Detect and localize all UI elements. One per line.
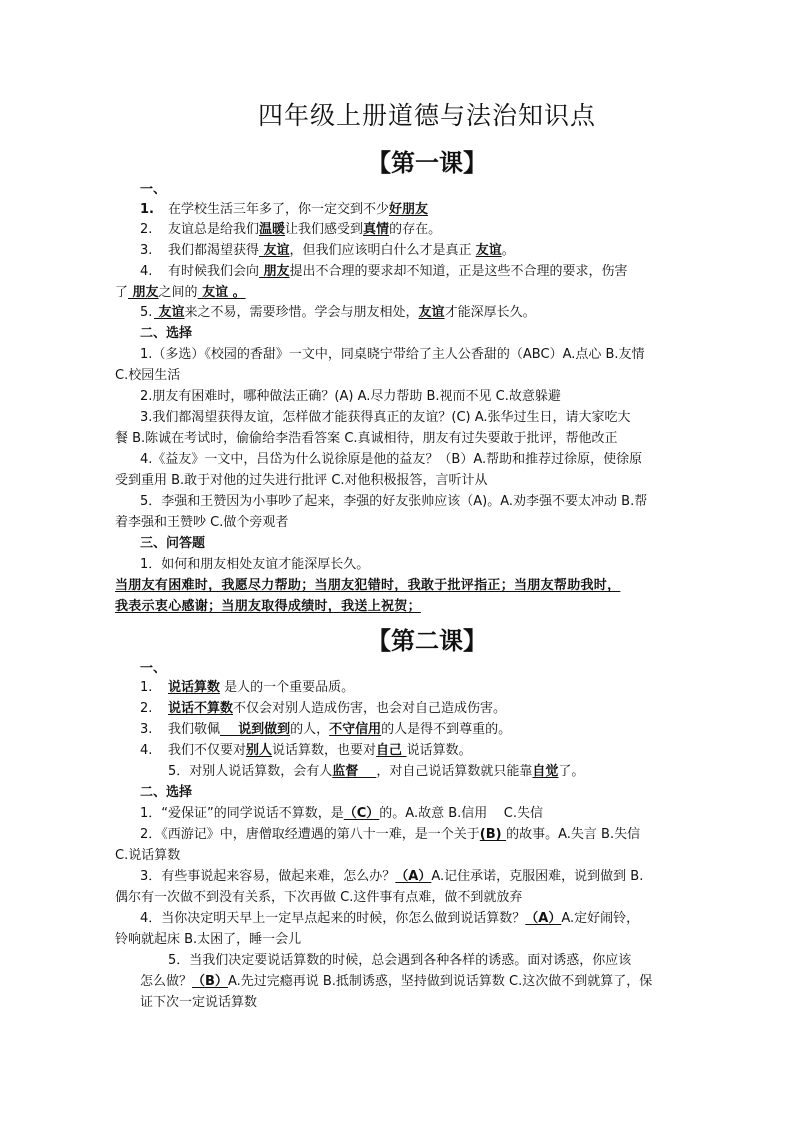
lesson-2-item-5: 5．对别人说话算数，会有人监督 ，对自己说话算数就只能靠自觉了。 (168, 764, 585, 779)
lesson-1-item-4: 4. 有时候我们会向 朋友提出不合理的要求却不知道，正是这些不合理的要求，伤害 (140, 264, 628, 279)
lesson-1-choice-5-continued: 着李强和王赞吵 C.做个旁观者 (115, 515, 289, 530)
lesson-1-item-1: 1. 在学校生活三年多了，你一定交到不少好朋友 (140, 202, 429, 217)
lesson-2-choice-2: 2．《西游记》中，唐僧取经遭遇的第八十一难，是一个关于(B) 的故事。A.失言 B.失信 (140, 827, 641, 842)
lesson-2-section-2-label: 二、选择 (140, 785, 193, 800)
lesson-2-choice-5: 5．当我们决定要说话算数的时候，总会遇到各种各样的诱惑。面对诱惑，你应该 (168, 953, 632, 968)
lesson-2-choice-1: 1．“爱保证”的同学说话不算数，是（C）的。A.故意 B.信用 C.失信 (140, 806, 544, 821)
lesson-1-answer-line-2: 我表示衷心感谢；当朋友取得成绩时，我送上祝贺； (115, 599, 421, 614)
lesson-1-item-4-continued: 了 朋友之间的 友谊 。 (115, 285, 246, 300)
lesson-1-item-2: 2. 友谊总是给我们温暖让我们感受到真情的存在。 (140, 222, 442, 237)
lesson-2-choice-4-continued: 铃响就起床 B.太困了，睡一会儿 (115, 932, 302, 947)
lesson-2-item-3: 3. 我们敬佩 说到做到的人，不守信用的人是得不到尊重的。 (140, 722, 512, 737)
lesson-2-item-2: 2. 说话不算数不仅会对别人造成伤害，也会对自己造成伤害。 (140, 701, 507, 716)
lesson-1-choice-3-continued: 餐 B.陈诚在考试时，偷偷给李浩看答案 C.真诚相待，朋友有过失要敢于批评，帮他改正 (115, 431, 618, 446)
lesson-1-choice-1: 1.（多选）《校园的香甜》一文中，同桌晓宁带给了主人公香甜的（ABC）A.点心 B.友情 (140, 347, 645, 362)
lesson-2-section-1-label: 一、 (140, 661, 167, 676)
lesson-1-heading: 【第一课】 (367, 148, 487, 177)
lesson-2-choice-2-continued: C.说话算数 (115, 848, 181, 863)
lesson-2-heading: 【第二课】 (367, 626, 487, 655)
lesson-1-choice-5: 5．李强和王赞因为小事吵了起来，李强的好友张帅应该（A)。A.劝李强不要太冲动 B.帮 (140, 494, 648, 509)
lesson-1-section-1-label: 一、 (140, 182, 167, 197)
lesson-2-choice-5-end: 证下次一定说话算数 (140, 995, 258, 1010)
lesson-1-item-3: 3. 我们都渴望获得 友谊，但我们应该明白什么才是真正 友谊。 (140, 243, 515, 258)
lesson-1-choice-1-continued: C.校园生活 (115, 368, 181, 383)
lesson-1-section-2-label: 二、选择 (140, 326, 193, 341)
lesson-1-answer-line-1: 当朋友有困难时，我愿尽力帮助；当朋友犯错时，我敢于批评指正；当朋友帮助我时， (115, 578, 621, 593)
lesson-1-choice-4-continued: 受到重用 B.敢于对他的过失进行批评 C.对他积极报答，言听计从 (115, 473, 488, 488)
lesson-2-item-1: 1. 说话算数 是人的一个重要品质。 (140, 680, 355, 695)
lesson-1-choice-2: 2.朋友有困难时，哪种做法正确？(A) A.尽力帮助 B.视而不见 C.故意躲避 (140, 389, 561, 404)
lesson-1-section-3-label: 三、问答题 (140, 536, 206, 551)
lesson-2-choice-3: 3．有些事说起来容易，做起来难，怎么办？（A）A.记住承诺，克服困难，说到做到 B. (140, 869, 644, 884)
lesson-1-choice-4: 4.《益友》一文中，吕岱为什么说徐原是他的益友？（B）A.帮助和推荐过徐原，使徐原 (140, 452, 643, 467)
lesson-1-question: 1．如何和朋友相处友谊才能深厚长久。 (140, 557, 370, 572)
lesson-1-item-5: 5. 友谊来之不易，需要珍惜。学会与朋友相处，友谊才能深厚长久。 (140, 305, 536, 320)
lesson-2-choice-5-continued: 怎么做？（B）A.先过完瘾再说 B.抵制诱惑，坚持做到说话算数 C.这次做不到就算了，保 (140, 974, 653, 989)
page-title: 四年级上册道德与法治知识点 (257, 101, 596, 130)
lesson-1-choice-3: 3.我们都渴望获得友谊，怎样做才能获得真正的友谊？(C) A.张华过生日，请大家吃大 (140, 410, 631, 425)
lesson-2-item-4: 4. 我们不仅要对别人说话算数，也要对自己 说话算数。 (140, 743, 472, 758)
lesson-2-choice-4: 4．当你决定明天早上一定早点起来的时候，你怎么做到说话算数？（A）A.定好闹铃， (140, 911, 640, 926)
lesson-2-choice-3-continued: 偶尔有一次做不到没有关系，下次再做 C.这件事有点难，做不到就放弃 (115, 890, 523, 905)
